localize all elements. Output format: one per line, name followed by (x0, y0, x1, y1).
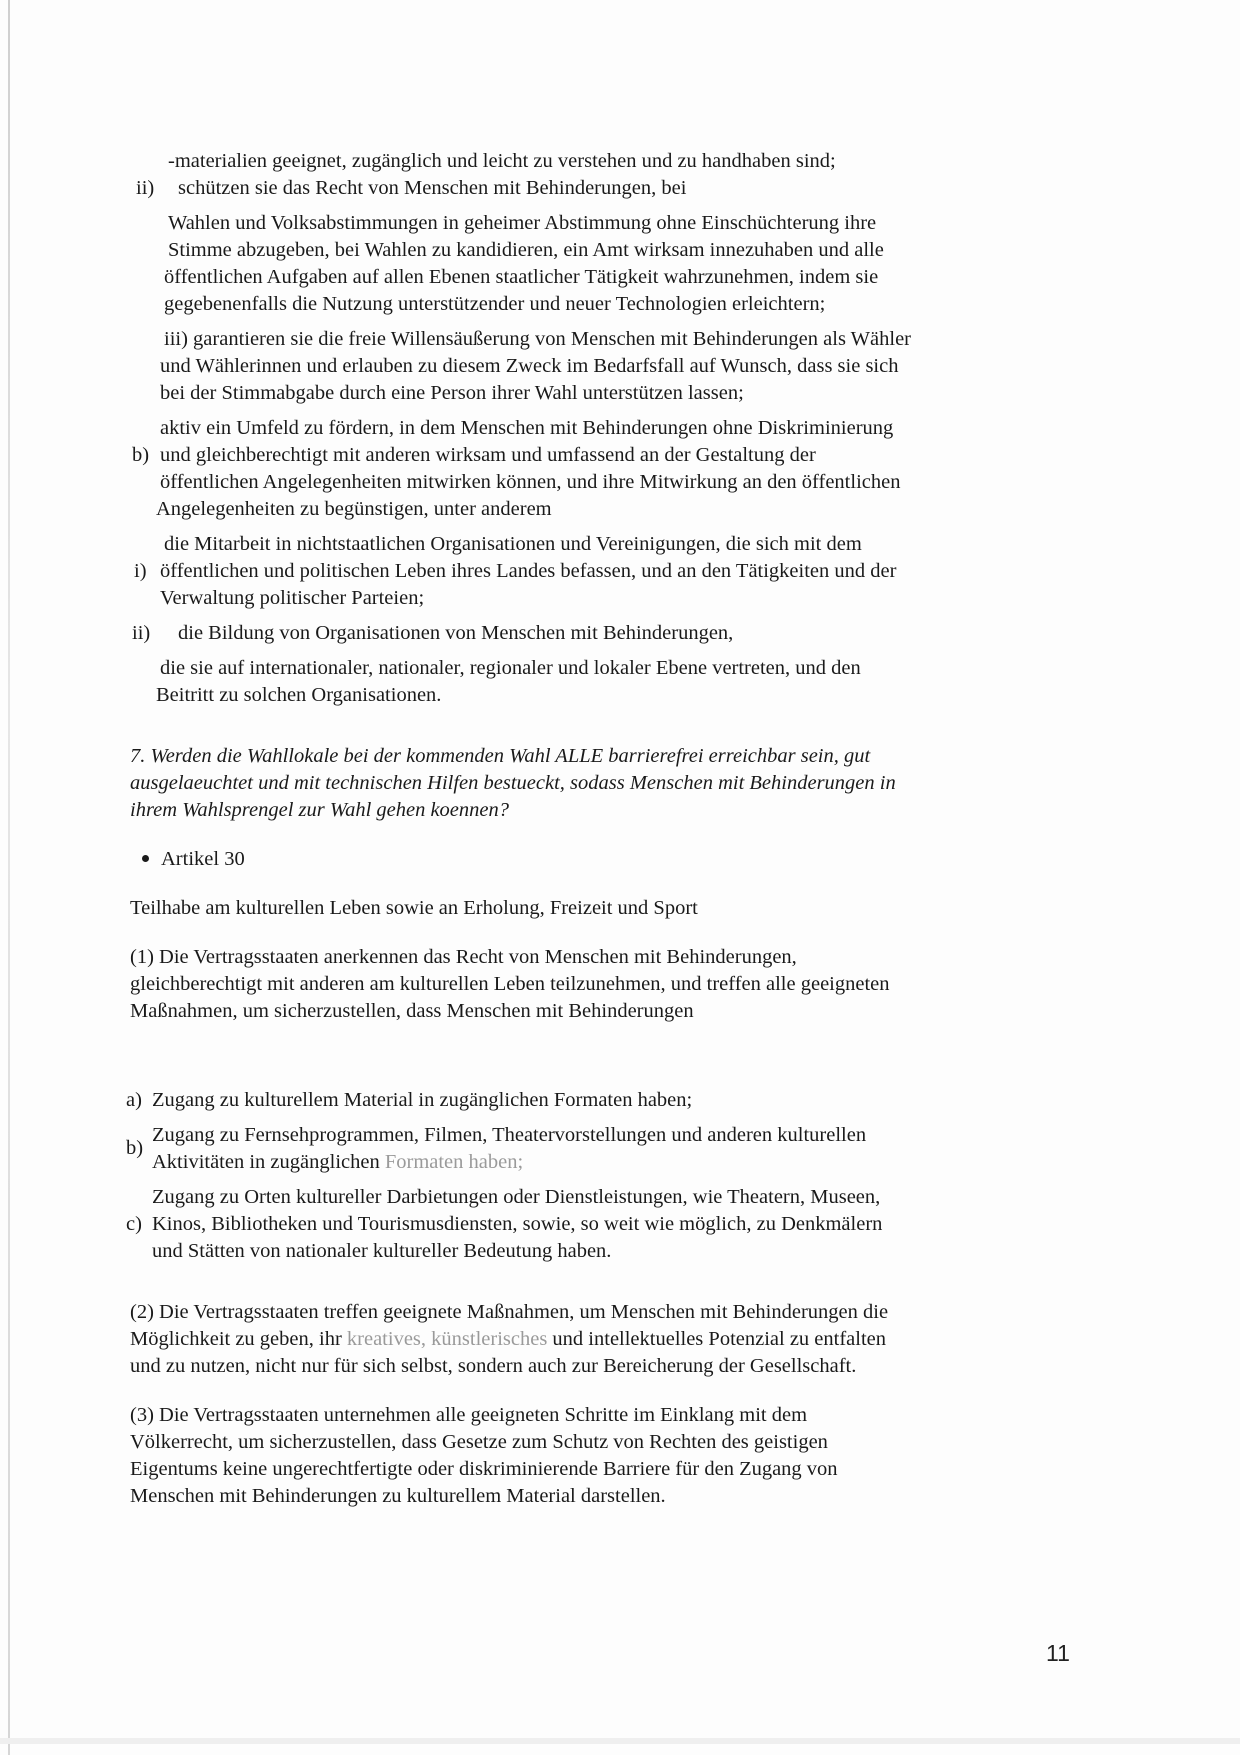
question-line: 7. Werden die Wahllokale bei der kommenden Wahl ALLE barrierefrei erreichbar sein, gut (130, 745, 871, 767)
text-line: Zugang zu kulturellem Material in zugänglichen Formaten haben; (152, 1089, 693, 1111)
article-title: Teilhabe am kulturellen Leben sowie an Erholung, Freizeit und Sport (130, 897, 698, 919)
list-marker: i) (134, 560, 147, 582)
list-marker: a) (126, 1089, 142, 1111)
scan-edge-bottom (0, 1738, 1240, 1744)
text-line: und zu nutzen, nicht nur für sich selbst, sondern auch zur Bereicherung der Gesellschaft. (130, 1355, 857, 1377)
list-item-c (126, 1184, 1090, 1265)
text-line: die Bildung von Organisationen von Menschen mit Behinderungen, (178, 622, 734, 644)
text-line: öffentlichen und politischen Leben ihres Landes befassen, und an den Tätigkeiten und der (160, 560, 897, 582)
question-line: ausgelaeuchtet und mit technischen Hilfen bestueckt, sodass Menschen mit Behinderungen in (130, 772, 896, 794)
page-number: 11 (1046, 1640, 1070, 1666)
text-line: Völkerrecht, um sicherzustellen, dass Gesetze zum Schutz von Rechten des geistigen (130, 1431, 828, 1453)
list-item-ii-2 (130, 620, 1090, 647)
list-marker: c) (126, 1213, 142, 1235)
text-line: Zugang zu Fernsehprogrammen, Filmen, Theatervorstellungen und anderen kulturellen (152, 1124, 867, 1146)
text-line: Verwaltung politischer Parteien; (160, 587, 425, 609)
text-line: gleichberechtigt mit anderen am kulturellen Leben teilzunehmen, und treffen alle geeigneten (130, 973, 890, 995)
list-item-b (130, 415, 1090, 523)
text-line: Stimme abzugeben, bei Wahlen zu kandidieren, ein Amt wirksam innezuhaben und alle (168, 239, 884, 261)
text-line: Angelegenheiten zu begünstigen, unter anderem (156, 498, 552, 520)
list-item-i (130, 531, 1090, 612)
list-marker: ii) (132, 622, 151, 644)
article-number: Artikel 30 (161, 848, 245, 870)
text-line: Eigentums keine ungerechtfertigte oder diskriminierende Barriere für den Zugang von (130, 1458, 838, 1480)
text-line: die Mitarbeit in nichtstaatlichen Organisationen und Vereinigungen, die sich mit dem (164, 533, 862, 555)
text-line: Zugang zu Orten kultureller Darbietungen oder Dienstleistungen, wie Theatern, Museen, (152, 1186, 881, 1208)
article-paragraph-1 (130, 944, 1090, 1025)
list-marker: b) (126, 1137, 144, 1159)
text-line: und gleichberechtigt mit anderen wirksam und umfassend an der Gestaltung der (160, 444, 816, 466)
text-line: Möglichkeit zu geben, ihr kreatives, künstlerisches und intellektuelles Potenzial zu entfalten (130, 1328, 887, 1350)
text-line: Kinos, Bibliotheken und Tourismusdiensten, sowie, so weit wie möglich, zu Denkmälern (152, 1213, 883, 1235)
scan-edge-left (8, 0, 10, 1755)
question-line: ihrem Wahlsprengel zur Wahl gehen koennen? (130, 799, 510, 821)
text-line: (2) Die Vertragsstaaten treffen geeignete Maßnahmen, um Menschen mit Behinderungen die (130, 1301, 889, 1323)
list-marker: b) (132, 444, 150, 466)
text-line: öffentlichen Aufgaben auf allen Ebenen staatlicher Tätigkeit wahrzunehmen, indem sie (164, 266, 879, 288)
text-line: und Wählerinnen und erlauben zu diesem Zweck im Bedarfsfall auf Wunsch, dass sie sich (160, 355, 899, 377)
text-line: schützen sie das Recht von Menschen mit Behinderungen, bei (178, 177, 687, 199)
article-paragraph-2 (130, 1299, 1090, 1380)
text-line: Menschen mit Behinderungen zu kulturellem Material darstellen. (130, 1485, 666, 1507)
text-line: Maßnahmen, um sicherzustellen, dass Menschen mit Behinderungen (130, 1000, 694, 1022)
text-line: gegebenenfalls die Nutzung unterstützender und neuer Technologien erleichtern; (164, 293, 826, 315)
article-paragraph-3 (130, 1402, 1090, 1510)
list-marker: ii) (136, 177, 155, 199)
text-line: die sie auf internationaler, nationaler, regionaler und lokaler Ebene vertreten, und den (160, 657, 861, 679)
text-line: Beitritt zu solchen Organisationen. (156, 684, 442, 706)
text-line: -materialien geeignet, zugänglich und leicht zu verstehen und zu handhaben sind; (168, 150, 836, 172)
list-item-ii (130, 175, 1090, 202)
text-line: Aktivitäten in zugänglichen Formaten haben; (152, 1151, 524, 1173)
list-item-a (126, 1087, 1090, 1114)
question-7 (130, 743, 1090, 824)
text-line: aktiv ein Umfeld zu fördern, in dem Menschen mit Behinderungen ohne Diskriminierung (160, 417, 894, 439)
bullet-icon (142, 855, 149, 862)
page-content (126, 148, 1090, 1510)
text-line: (3) Die Vertragsstaaten unternehmen alle geeigneten Schritte im Einklang mit dem (130, 1404, 808, 1426)
list-item-b-article (126, 1122, 1090, 1176)
text-line: Wahlen und Volksabstimmungen in geheimer Abstimmung ohne Einschüchterung ihre (168, 212, 877, 234)
text-line: iii) garantieren sie die freie Willensäußerung von Menschen mit Behinderungen als Wähler (164, 328, 911, 350)
text-line: (1) Die Vertragsstaaten anerkennen das Recht von Menschen mit Behinderungen, (130, 946, 797, 968)
text-line: öffentlichen Angelegenheiten mitwirken können, und ihre Mitwirkung an den öffentlichen (160, 471, 901, 493)
article-bullet (130, 846, 1090, 873)
text-line: bei der Stimmabgabe durch eine Person ihrer Wahl unterstützen lassen; (160, 382, 744, 404)
text-line: und Stätten von nationaler kultureller Bedeutung haben. (152, 1240, 612, 1262)
